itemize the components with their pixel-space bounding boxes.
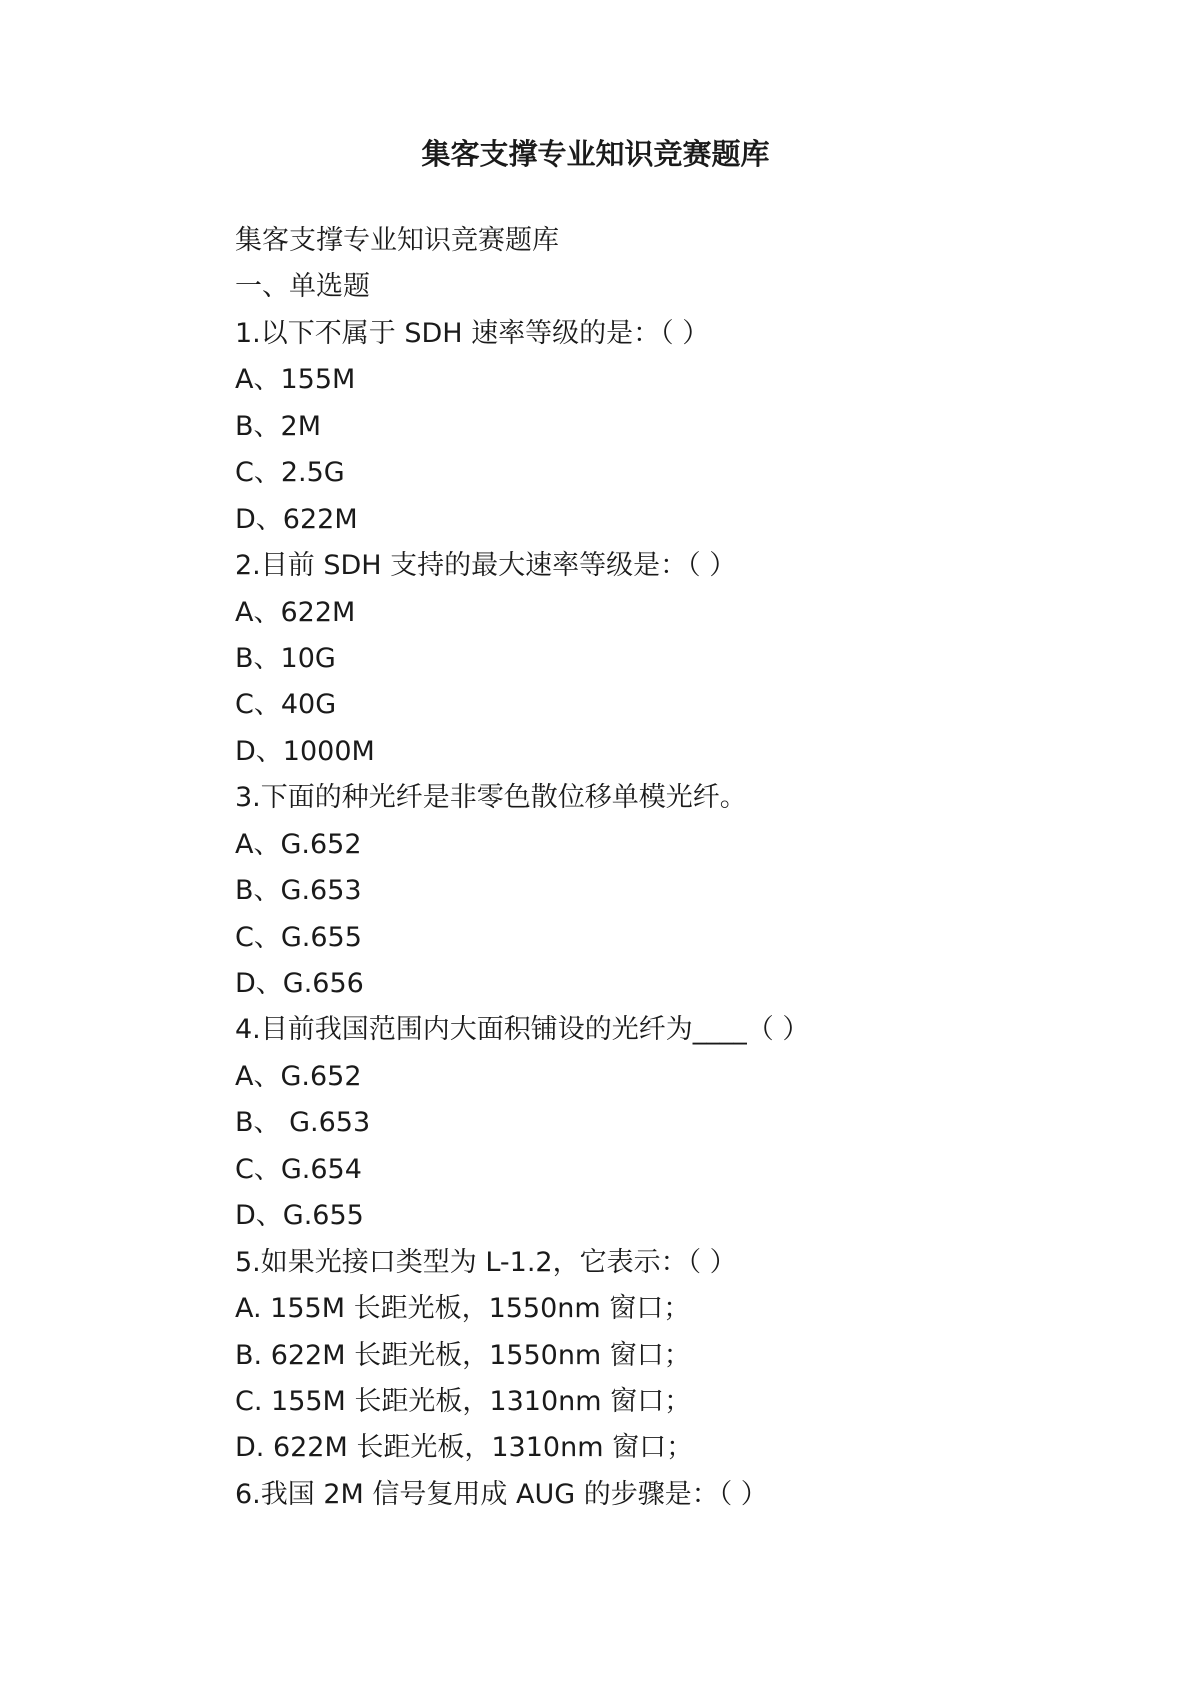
question-3-option-c: C、G.655 xyxy=(235,921,362,953)
question-4-option-b: B、 G.653 xyxy=(235,1107,371,1139)
question-6: 6.我国 2M 信号复用成 AUG 的步骤是：（ ） xyxy=(235,1478,768,1510)
question-1-option-b: B、2M xyxy=(235,410,321,442)
question-1-option-a: A、155M xyxy=(235,364,356,396)
document-title: 集客支撑专业知识竞赛题库 xyxy=(421,137,770,171)
section-heading: 一、单选题 xyxy=(235,271,370,303)
question-5-option-d: D. 622M 长距光板，1310nm 窗口； xyxy=(235,1432,694,1464)
question-5-option-a: A. 155M 长距光板，1550nm 窗口； xyxy=(235,1293,691,1325)
question-3: 3.下面的种光纤是非零色散位移单模光纤。 xyxy=(235,782,747,814)
question-3-option-a: A、G.652 xyxy=(235,828,362,860)
question-1-option-d: D、622M xyxy=(235,503,358,535)
question-4-option-c: C、G.654 xyxy=(235,1153,362,1185)
question-4-option-d: D、G.655 xyxy=(235,1200,364,1232)
question-2-option-c: C、40G xyxy=(235,689,337,721)
question-4: 4.目前我国范围内大面积铺设的光纤为____（ ） xyxy=(235,1014,810,1046)
question-5-option-c: C. 155M 长距光板，1310nm 窗口； xyxy=(235,1385,692,1417)
question-1-option-c: C、2.5G xyxy=(235,457,345,489)
question-3-option-d: D、G.656 xyxy=(235,968,364,999)
question-2-option-d: D、1000M xyxy=(235,735,375,767)
question-5: 5.如果光接口类型为 L-1.2，它表示：（ ） xyxy=(235,1246,737,1278)
question-2-option-b: B、10G xyxy=(235,642,336,674)
document-body xyxy=(235,218,1135,1518)
question-2-option-a: A、622M xyxy=(235,596,356,628)
question-5-option-b: B. 622M 长距光板，1550nm 窗口； xyxy=(235,1339,691,1371)
question-2: 2.目前 SDH 支持的最大速率等级是：（ ） xyxy=(235,550,737,582)
question-4-option-a: A、G.652 xyxy=(235,1060,362,1092)
question-1: 1.以下不属于 SDH 速率等级的是：（ ） xyxy=(235,317,710,349)
subtitle-line: 集客支撑专业知识竞赛题库 xyxy=(235,225,559,256)
question-3-option-b: B、G.653 xyxy=(235,875,362,907)
